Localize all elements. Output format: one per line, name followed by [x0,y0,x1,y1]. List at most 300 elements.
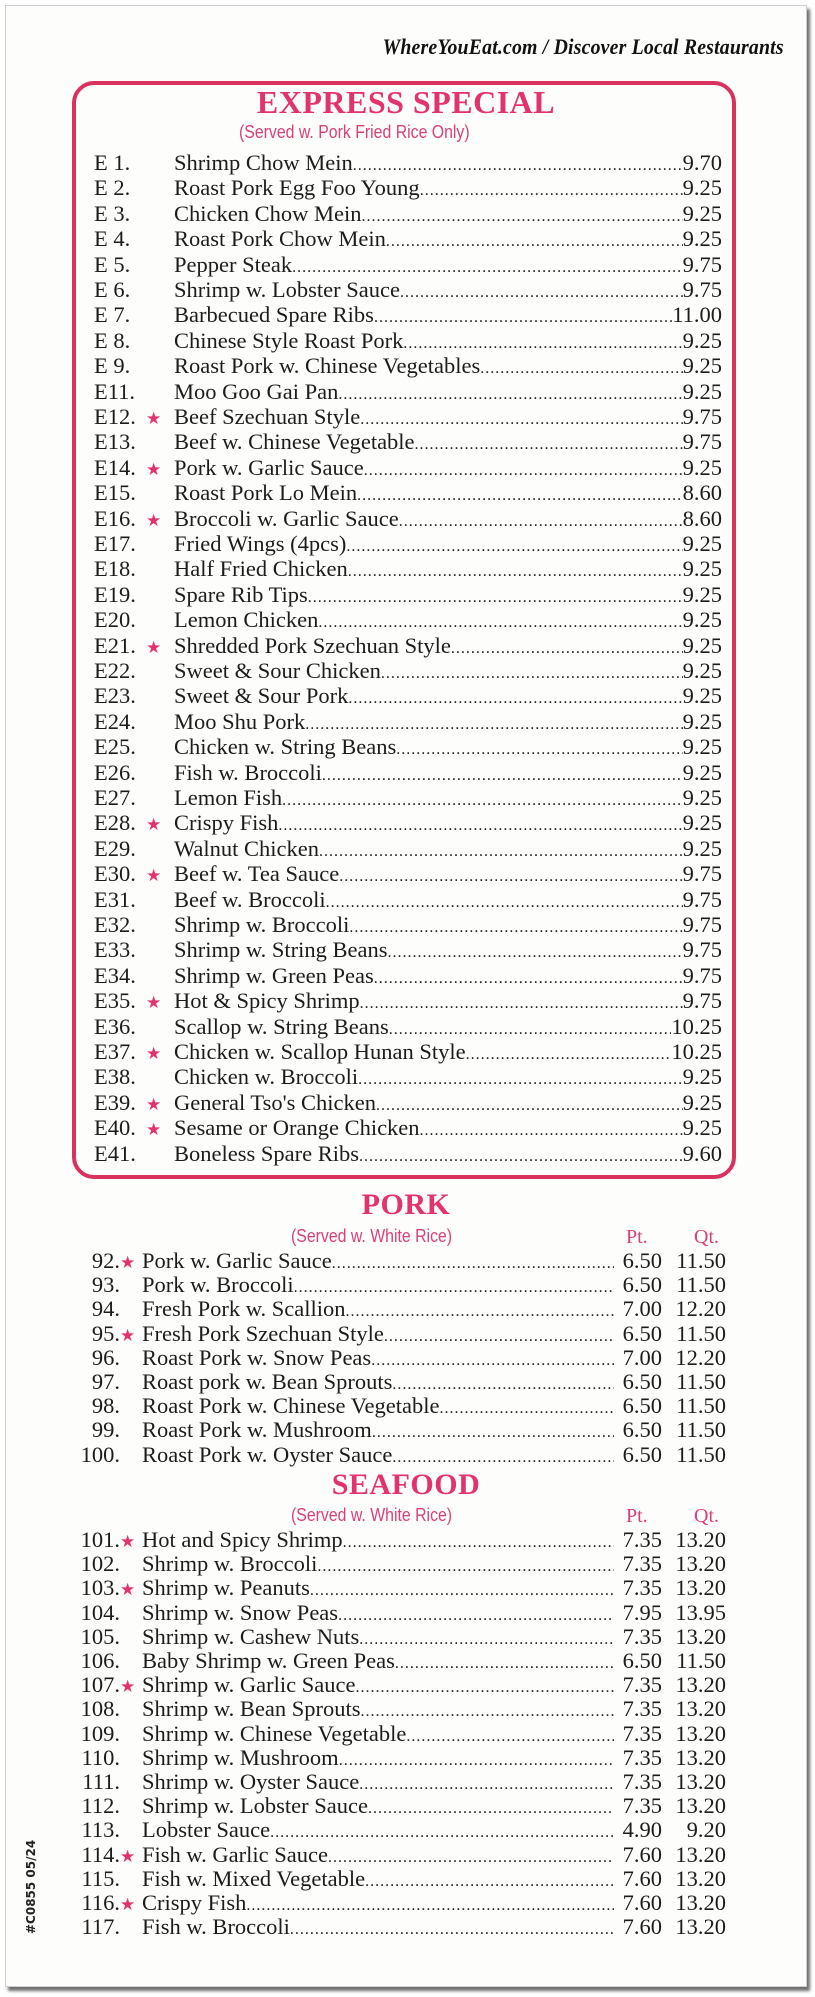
dot-leader [348,686,682,711]
item-code: E18. [94,556,136,582]
item-price: 9.75 [682,912,722,937]
item-price-pint: 7.35 [622,1744,662,1770]
item-price-quart: 13.20 [675,1841,726,1867]
dot-leader [374,305,672,330]
item-price-pint: 7.60 [622,1865,662,1891]
item-code: 113. [81,1817,120,1843]
item-price: 9.60 [682,1140,722,1166]
item-price: 9.25 [682,226,722,252]
item-name: Shrimp w. Green Peas [174,962,374,988]
menu-item-row [94,480,722,505]
item-code: 107. [80,1672,120,1698]
item-code: 93. [91,1272,120,1298]
item-name: Shrimp w. Broccoli [142,1551,318,1577]
menu-item-row [94,734,722,759]
item-code: 98. [91,1393,120,1419]
item-name: Baby Shrimp w. Green Peas [142,1648,395,1673]
item-code: E35. [94,988,136,1014]
item-name: Crispy Fish [142,1890,247,1915]
dot-leader [305,712,682,737]
menu-item-row [76,1417,726,1442]
menu-item-row [94,861,722,886]
spicy-star-icon: ★ [146,815,162,835]
item-code: 115. [81,1865,120,1891]
dot-leader [389,1017,672,1042]
item-code: E33. [94,937,136,963]
item-name: Hot & Spicy Shrimp [174,988,360,1014]
menu-item-row [94,226,722,251]
item-name: Sesame or Orange Chicken [174,1115,420,1141]
item-price-quart: 13.20 [675,1744,726,1770]
dot-leader [349,915,682,940]
item-name: Half Fried Chicken [174,556,348,582]
item-price: 9.75 [682,861,722,887]
menu-item-row [94,963,722,988]
dot-leader [290,1917,614,1942]
dot-leader [451,636,683,661]
item-price-quart: 11.50 [676,1272,726,1298]
menu-item-row [76,1696,726,1721]
item-code: E34. [94,962,136,988]
spicy-star-icon: ★ [120,1532,136,1551]
item-code: E14. [94,454,136,480]
spicy-star-icon: ★ [120,1895,136,1914]
menu-item-row [94,404,722,429]
item-code: 102. [80,1551,120,1577]
item-code: E22. [94,658,136,683]
menu-item-row [94,277,722,302]
item-code: E38. [94,1064,136,1090]
item-name: Broccoli w. Garlic Sauce [174,505,399,531]
item-code: E31. [94,886,136,912]
spicy-star-icon: ★ [146,409,162,428]
item-code: E 2. [94,175,131,201]
menu-item-row [76,1393,726,1418]
item-name: Lobster Sauce [142,1817,271,1843]
menu-item-row [76,1648,726,1673]
dot-leader [392,1445,614,1470]
seafood-title: SEAFOOD [331,1468,481,1501]
item-price-pint: 7.00 [622,1344,662,1370]
item-code: E 9. [94,353,131,379]
spicy-star-icon: ★ [146,1044,162,1063]
item-code: E19. [94,581,136,607]
item-price: 9.25 [682,581,722,607]
item-price-pint: 7.60 [622,1841,662,1867]
item-name: Shrimp w. Oyster Sauce [142,1769,360,1794]
dot-leader [353,153,683,178]
item-name: Shrimp Chow Mein [174,150,353,175]
item-code: E12. [94,404,136,429]
menu-item-row [94,582,722,607]
menu-item-row [76,1248,726,1273]
item-price-pint: 6.50 [622,1369,662,1394]
menu-item-row [76,1600,726,1625]
item-price: 9.25 [682,785,722,810]
item-name: Shrimp w. String Beans [174,937,388,963]
item-name: Roast Pork Chow Mein [174,226,386,252]
item-name: Lemon Fish [174,785,283,810]
item-code: E26. [94,759,136,785]
item-code: E32. [94,912,136,937]
item-price: 8.60 [682,505,722,531]
dot-leader [399,509,683,534]
item-name: Chicken w. Broccoli [174,1064,359,1090]
item-name: Roast Pork w. Snow Peas [142,1344,372,1370]
item-price-pint: 6.50 [622,1417,662,1443]
item-code: E24. [94,708,136,734]
item-name: Shrimp w. Mushroom [142,1744,339,1770]
site-title: WhereYouEat.com / Discover Local Restaurants [382,34,784,59]
menu-item-row [94,455,722,480]
item-price: 9.25 [682,454,722,480]
item-code: 103. [80,1575,120,1601]
item-price-pint: 7.95 [622,1599,662,1625]
menu-item-row [76,1793,726,1818]
menu-item-row [94,201,722,226]
menu-item-row [94,633,722,658]
spicy-star-icon: ★ [120,1253,136,1272]
menu-item-row [94,1014,722,1039]
express-special-subtitle: (Served w. Pork Fried Rice Only) [239,122,470,142]
item-price: 9.75 [682,251,722,277]
item-price-pint: 7.35 [622,1769,662,1794]
item-price: 9.25 [682,607,722,633]
item-name: Roast pork w. Bean Sprouts [142,1369,393,1394]
item-code: E30. [94,861,136,887]
item-code: 105. [80,1623,120,1649]
item-name: Shrimp w. Bean Sprouts [142,1696,361,1722]
dot-leader [318,610,682,635]
menu-item-row [94,150,722,175]
item-price-pint: 7.60 [622,1890,662,1915]
item-code: E13. [94,429,136,455]
print-code: #C0855 05/24 [24,1839,38,1934]
menu-item-row [94,607,722,632]
item-price: 9.25 [682,1089,722,1115]
item-price-quart: 11.50 [676,1648,726,1673]
express-special-title: EXPRESS SPECIAL [256,84,556,120]
item-code: E23. [94,683,136,709]
menu-item-row [76,1914,726,1939]
menu-item-row [76,1890,726,1915]
menu-item-row [94,1090,722,1115]
dot-leader [420,1118,683,1143]
item-name: Pork w. Garlic Sauce [174,454,364,480]
item-name: Pork w. Broccoli [142,1272,294,1298]
dot-leader [400,280,683,305]
item-name: Shredded Pork Szechuan Style [174,632,451,658]
item-price-pint: 6.50 [622,1648,662,1673]
menu-item-row [76,1551,726,1576]
item-price-pint: 7.00 [622,1296,662,1322]
item-code: E16. [94,505,136,531]
item-code: 116. [81,1890,120,1915]
item-name: Chicken Chow Mein [174,200,362,226]
item-code: E 4. [94,226,131,252]
item-code: E11. [94,378,136,404]
item-price: 9.25 [682,658,722,683]
item-name: Chinese Style Roast Pork [174,327,404,353]
item-price: 9.25 [682,1115,722,1141]
menu-item-row [94,302,722,327]
item-price: 9.25 [682,632,722,658]
menu-item-row [76,1296,726,1321]
menu-item-row [94,988,722,1013]
item-name: Roast Pork w. Chinese Vegetables [174,353,481,379]
item-name: Shrimp w. Broccoli [174,912,350,937]
menu-item-row [94,175,722,200]
dot-leader [396,737,682,762]
menu-item-row [94,1039,722,1064]
item-price-quart: 13.20 [675,1527,726,1552]
pork-pint-header: Pt. [626,1226,648,1248]
item-price: 9.25 [682,327,722,353]
menu-item-row [76,1842,726,1867]
item-price-pint: 6.50 [622,1272,662,1298]
item-price: 11.00 [672,302,722,328]
item-price: 9.75 [682,962,722,988]
item-price: 10.25 [671,1013,722,1039]
item-code: E15. [94,480,136,506]
item-price: 9.25 [682,378,722,404]
item-price-quart: 12.20 [675,1344,726,1370]
spicy-star-icon: ★ [120,1325,136,1345]
item-code: 117. [81,1914,120,1940]
menu-item-row [94,887,722,912]
item-price: 9.75 [682,429,722,455]
menu-item-row [76,1817,726,1842]
dot-leader [319,839,683,864]
dot-leader [360,407,682,432]
item-code: E20. [94,607,136,633]
menu-item-row [76,1721,726,1746]
item-price: 8.60 [682,480,722,506]
item-price-quart: 13.20 [675,1672,726,1698]
item-price: 9.75 [682,886,722,912]
item-price-pint: 7.35 [622,1720,662,1746]
menu-item-row [76,1866,726,1891]
item-code: E 7. [94,302,131,328]
item-name: Fish w. Mixed Vegetable [142,1865,366,1891]
spicy-star-icon: ★ [146,459,162,479]
dot-leader [361,204,682,229]
item-price: 9.25 [682,200,722,226]
item-price-quart: 11.50 [676,1320,726,1346]
item-name: Moo Goo Gai Pan [174,378,339,404]
item-name: Fish w. Broccoli [174,759,322,785]
item-name: Shrimp w. Cashew Nuts [142,1623,360,1649]
item-name: Shrimp w. Chinese Vegetable [142,1720,407,1746]
dot-leader [358,1067,683,1092]
item-code: E27. [94,785,136,810]
item-name: Shrimp w. Lobster Sauce [174,277,400,302]
menu-item-row [76,1769,726,1794]
item-price: 9.25 [682,734,722,760]
spicy-star-icon: ★ [146,866,162,886]
item-code: E 6. [94,277,131,302]
menu-item-row [94,658,722,683]
item-name: Beef w. Broccoli [174,886,326,912]
dot-leader [322,763,683,788]
item-code: 95. [91,1320,120,1346]
dot-leader [339,864,682,889]
menu-item-row [76,1442,726,1467]
item-name: Shrimp w. Lobster Sauce [142,1793,368,1819]
item-code: E40. [94,1115,136,1141]
dot-leader [326,890,683,915]
item-code: 99. [91,1417,120,1443]
item-name: Roast Pork w. Chinese Vegetable [142,1393,440,1419]
item-name: Hot and Spicy Shrimp [142,1527,343,1552]
item-price-pint: 7.35 [622,1575,662,1601]
dot-leader [364,458,683,483]
item-price-quart: 12.20 [675,1296,726,1322]
item-name: Roast Pork Egg Foo Young [174,175,420,201]
item-code: 108. [80,1696,120,1722]
item-name: Lemon Chicken [174,607,319,633]
dot-leader [346,534,682,559]
menu-item-row [94,379,722,404]
item-price-pint: 7.35 [622,1527,662,1552]
item-price-pint: 7.35 [622,1672,662,1698]
item-code: 100. [80,1441,120,1467]
pork-subtitle: (Served w. White Rice) [291,1226,453,1246]
item-name: Beef w. Tea Sauce [174,861,340,887]
item-price-quart: 13.20 [675,1914,726,1940]
dot-leader [359,1144,683,1169]
menu-item-row [76,1345,726,1370]
item-price: 9.25 [682,556,722,582]
spicy-star-icon: ★ [146,637,162,657]
item-price-quart: 13.20 [675,1575,726,1601]
item-name: Crispy Fish [174,810,279,836]
menu-item-row [76,1745,726,1770]
spicy-star-icon: ★ [146,510,162,530]
item-price: 9.75 [682,277,722,302]
item-price-quart: 13.20 [675,1696,726,1722]
item-name: Roast Pork Lo Mein [174,480,358,506]
menu-item-row [94,531,722,556]
menu-item-row [94,1141,722,1166]
item-price-pint: 6.50 [622,1441,662,1467]
dot-leader [466,1042,672,1067]
item-price: 9.25 [682,708,722,734]
item-price-quart: 13.95 [675,1599,726,1625]
item-code: 96. [91,1344,120,1370]
item-name: Fish w. Broccoli [142,1914,290,1940]
seafood-subtitle: (Served w. White Rice) [291,1505,453,1525]
item-code: 106. [80,1648,120,1673]
menu-item-row [94,709,722,734]
item-name: Walnut Chicken [174,835,320,861]
menu-item-row [76,1575,726,1600]
seafood-pint-header: Pt. [626,1505,648,1527]
item-code: 92. [91,1248,120,1273]
item-price: 9.25 [682,175,722,201]
item-name: Spare Rib Tips [174,581,308,607]
dot-leader [360,991,683,1016]
item-price: 9.25 [682,759,722,785]
dot-leader [278,813,682,838]
menu-item-row [94,353,722,378]
dot-leader [415,432,683,457]
item-price-quart: 13.20 [675,1720,726,1746]
item-code: 104. [80,1599,120,1625]
item-code: 111. [82,1769,120,1794]
item-price-quart: 11.50 [676,1248,726,1273]
item-code: E36. [94,1013,136,1039]
item-price: 9.25 [682,531,722,556]
item-price-quart: 11.50 [676,1393,726,1419]
item-code: E21. [94,632,136,658]
spicy-star-icon: ★ [146,993,162,1013]
item-name: Boneless Spare Ribs [174,1140,359,1166]
menu-item-row [76,1624,726,1649]
spicy-star-icon: ★ [146,1120,162,1140]
menu-item-row [76,1672,726,1697]
item-code: E28. [94,810,136,836]
item-price-quart: 13.20 [675,1865,726,1891]
dot-leader [292,255,683,280]
item-price-quart: 13.20 [675,1551,726,1577]
menu-item-row [94,506,722,531]
menu-item-row [76,1527,726,1552]
item-price-pint: 7.35 [622,1623,662,1649]
item-code: E 1. [94,150,131,175]
item-code: E 3. [94,200,131,226]
menu-page [5,5,807,1987]
item-code: E39. [94,1089,136,1115]
item-price-pint: 7.35 [622,1793,662,1819]
item-price-quart: 11.50 [676,1441,726,1467]
item-price: 9.25 [682,810,722,836]
item-price: 9.75 [682,988,722,1014]
menu-item-row [94,683,722,708]
item-price-quart: 11.50 [676,1417,726,1443]
spicy-star-icon: ★ [120,1846,136,1866]
menu-item-row [94,328,722,353]
item-name: Beef Szechuan Style [174,404,361,429]
menu-item-row [76,1321,726,1346]
item-code: 101. [80,1527,120,1552]
item-price-pint: 4.90 [622,1817,662,1843]
item-name: Fresh Pork w. Scallion [142,1296,346,1322]
item-code: 110. [81,1744,120,1770]
item-code: 97. [91,1369,120,1394]
item-price: 9.25 [682,835,722,861]
item-name: Roast Pork w. Oyster Sauce [142,1441,393,1467]
item-code: 94. [91,1296,120,1322]
item-price-quart: 13.20 [675,1623,726,1649]
item-code: 109. [80,1720,120,1746]
item-code: E29. [94,835,136,861]
menu-item-row [94,556,722,581]
item-price-quart: 13.20 [675,1769,726,1794]
menu-item-row [94,785,722,810]
spicy-star-icon: ★ [146,1094,162,1114]
dot-leader [376,1093,683,1118]
dot-leader [374,966,683,991]
item-name: Shrimp w. Garlic Sauce [142,1672,356,1698]
dot-leader [357,483,683,508]
menu-item-row [94,429,722,454]
item-price: 9.25 [682,1064,722,1090]
dot-leader [480,356,682,381]
menu-item-row [94,1064,722,1089]
item-name: General Tso's Chicken [174,1089,377,1115]
item-name: Sweet & Sour Pork [174,683,349,709]
